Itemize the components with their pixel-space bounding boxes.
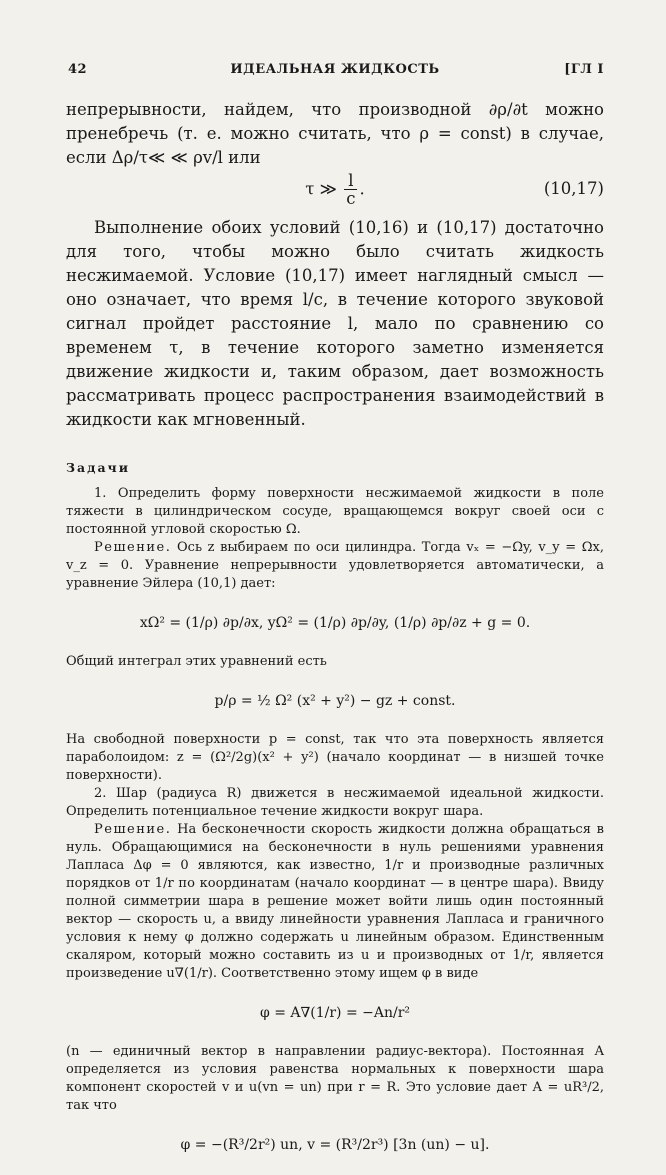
task-2: 2. Шар (радиуса R) движется в несжимаемой идеальной жидкости. Определить потенциальное течение жидкости вокруг шара.: [66, 786, 604, 819]
task-1: 1. Определить форму поверхности несжимаемой жидкости в поле тяжести в цилиндрическом сосуде, вращающемся вокруг своей оси с постоянной угловой скоростью Ω.: [66, 486, 604, 537]
paragraph-incompressibility: Выполнение обоих условий (10,16) и (10,17) достаточно для того, чтобы можно было считать жидкость несжимаемой. Условие (10,17) имеет наглядный смысл — оно означает, что время l/c, в течение которого звуковой сигнал пройдет расстояние l, мало по сравнению со временем τ, в течение которого заметно изменяется движение жидкости и, таким образом, дает возможность рассматривать процесс распространения взаимодействий в жидкости как мгновенный.: [66, 218, 604, 429]
solution-1: [66, 539, 604, 593]
final-equation: φ = −(R³/2r²) un, v = (R³/2r³) [3n (un) − u].: [180, 1137, 490, 1153]
integral-intro: Общий интеграл этих уравнений есть: [66, 654, 327, 669]
section-heading-tasks: Задачи: [66, 460, 130, 475]
equation-lhs: τ ≫: [305, 179, 337, 199]
main-text: [66, 98, 604, 432]
running-title: ИДЕАЛЬНАЯ ЖИДКОСТЬ: [230, 62, 440, 77]
n-definition: (n — единичный вектор в направлении радиус-вектора). Постоянная A определяется из условия равенства нормальных к поверхности шара компонент скоростей v и u(vn = un) при r = R. Это условие дает A = uR³/2, так что: [66, 1044, 604, 1113]
solution-2-text: На бесконечности скорость жидкости должна обращаться в нуль. Обращающимися на бесконечности в нуль решениями уравнения Лапласа Δφ = 0 являются, как известно, 1/r и производные различных порядков от 1/r по координатам (начало координат — в центре шара). Ввиду полной симметрии шара в решение может войти лишь один постоянный вектор — скорость u, а ввиду линейности уравнения Лапласа и граничного условия к нему φ должно содержать u линейным образом. Единственным скаляром, который можно составить из u и производных от 1/r, является произведение u∇(1/r). Соответственно этому ищем φ в виде: [66, 822, 604, 981]
fraction-denominator: c: [346, 189, 356, 209]
fraction-l-over-c: [344, 172, 357, 208]
solution-1-text: Ось z выбираем по оси цилиндра. Тогда vₓ = −Ωy, v_y = Ωx, v_z = 0. Уравнение непрерывности удовлетворяется автоматически, а уравнение Эйлера (10,1) дает:: [66, 540, 604, 591]
page-number: 42: [68, 62, 88, 77]
solution-label: Решение.: [94, 822, 172, 837]
running-header: [66, 62, 604, 84]
chapter-label: [ГЛ I: [564, 62, 604, 77]
free-surface-text: На свободной поверхности p = const, так что эта поверхность является параболоидом: z = (Ω²/2g)(x² + y²) (начало координат — в низшей точке поверхности).: [66, 732, 604, 783]
problems-section: [66, 485, 604, 1169]
solution-2: [66, 821, 604, 983]
equation-10-17: τ ≫ $\frac{l}{c}$ . (10,17): [305, 171, 604, 209]
general-integral-equation: p/ρ = ½ Ω² (x² + y²) − gz + const.: [214, 693, 456, 709]
fraction-numerator: l: [344, 172, 357, 190]
solution-label: Решение.: [94, 540, 172, 555]
euler-equations: xΩ² = (1/ρ) ∂p/∂x, yΩ² = (1/ρ) ∂p/∂y, (1/ρ) ∂p/∂z + g = 0.: [139, 615, 531, 631]
paragraph-continuation: непрерывности, найдем, что производной ∂ρ/∂t можно пренебречь (т. е. можно считать, что ρ = const) в случае, если Δρ/τ≪ ≪ ρv/l или: [66, 100, 604, 167]
phi-equation: φ = A∇(1/r) = −An/r²: [259, 1005, 411, 1021]
book-page: [66, 62, 604, 1175]
equation-number: (10,17): [543, 179, 604, 198]
